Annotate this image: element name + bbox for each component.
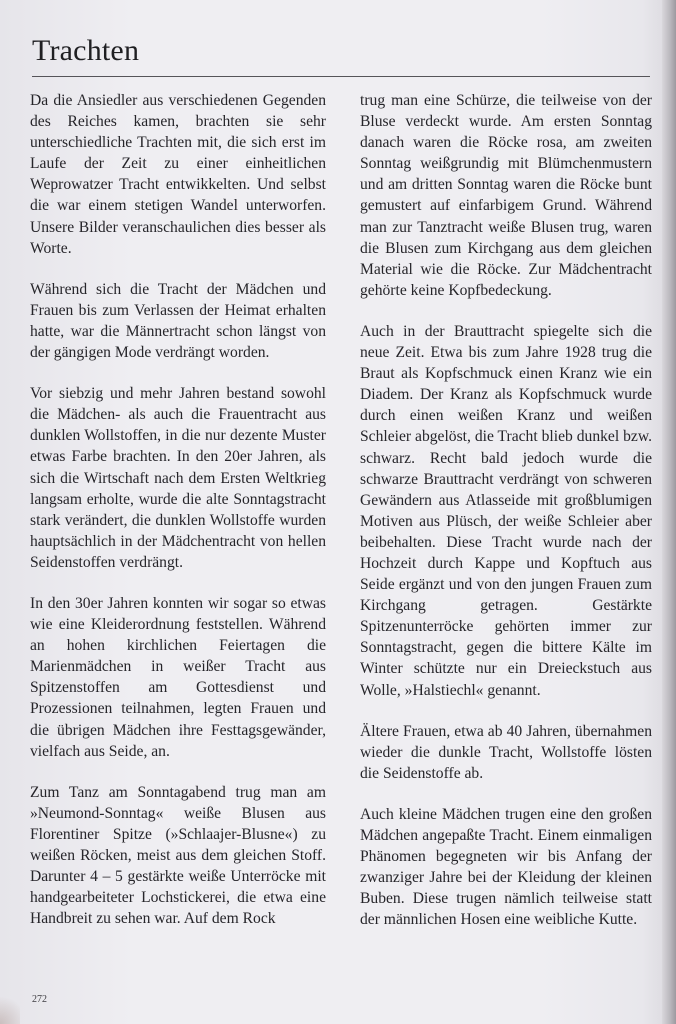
paragraph: trug man eine Schürze, die teilweise von der Bluse verdeckt wurde. Am ersten Sonntag danach waren die Röcke rosa, am zweiten Sonntag weißgrundig mit Blümchenmustern und am dritten Sonntag waren die Röcke bunt gemustert auf einfarbigem Grund. Während man zur Tanztracht weiße Blusen trug, waren die Blusen zum Kirchgang aus dem gleichen Material wie die Röcke. Zur Mädchentracht gehörte keine Kopfbedeckung. xyxy=(360,92,652,299)
paragraph: Zum Tanz am Sonntagabend trug man am »Neumond-Sonntag« weiße Blusen aus Florentiner Spitze (»Schlaajer-Blusne«) zu weißen Röcken, meist aus dem gleichen Stoff. Darunter 4 – 5 gestärkte weiße Unterröcke mit handgearbeiteter Lochstickerei, die etwa eine Handbreit zu sehen war. Auf dem Rock xyxy=(30,783,326,928)
paragraph: Ältere Frauen, etwa ab 40 Jahren, übernahmen wieder die dunkle Tracht, Wollstoffe lösten die Seidenstoffe ab. xyxy=(360,722,652,782)
page-title: Trachten xyxy=(32,34,140,67)
paragraph: Während sich die Tracht der Mädchen und Frauen bis zum Verlassen der Heimat erhalten hatte, war die Männertracht schon längst von der gängigen Mode verdrängt worden. xyxy=(30,280,326,362)
title-divider xyxy=(32,76,650,77)
paragraph: Auch kleine Mädchen trugen eine den großen Mädchen angepaßte Tracht. Einem einmaligen Phänomen begegneten wir bis Anfang der zwanziger Jahre bei der Kleidung der kleinen Buben. Diese trugen nämlich teilweise statt der männlichen Hosen eine weibliche Kutte. xyxy=(360,805,652,929)
page-corner-shadow xyxy=(0,990,20,1024)
paragraph: In den 30er Jahren konnten wir sogar so etwas wie eine Kleiderordnung feststellen. Während an hohen kirchlichen Feiertagen die Marienmädchen in weißer Tracht aus Spitzenstoffen am Gottesdienst und Prozessionen teilnahmen, legten Frauen und die übrigen Mädchen ihre Festtagsgewänder, vielfach aus Seide, an. xyxy=(30,594,326,760)
book-spine-edge xyxy=(662,0,676,1024)
paragraph: Da die Ansiedler aus verschiedenen Gegenden des Reiches kamen, brachten sie sehr unterschiedliche Trachten mit, die sich erst im Laufe der Zeit zu einer einheitlichen Weprowatzer Tracht entwikkelten. Und selbst die war einem stetigen Wandel unterworfen. Unsere Bilder veranschaulichen dies besser als Worte. xyxy=(30,92,326,257)
text-column-right xyxy=(360,90,652,950)
paragraph: Auch in der Brauttracht spiegelte sich die neue Zeit. Etwa bis zum Jahre 1928 trug die Braut als Kopfschmuck einen Kranz wie ein Diadem. Der Kranz als Kopfschmuck wurde durch einen weißen Kranz und weißen Schleier abgelöst, die Tracht blieb dunkel bzw. schwarz. Recht bald jedoch wurde die schwarze Brauttracht verdrängt von schweren Gewändern aus Atlasseide mit großblumigen Motiven aus Plüsch, der weiße Schleier aber beibehalten. Diese Tracht wurde nach der Hochzeit durch Kappe und Kopftuch aus Seide ergänzt und von den jungen Frauen zum Kirchgang getragen. Gestärkte Spitzenunterröcke gehörten immer zur Sonntagstracht, gegen die bittere Kälte im Winter schützte nur ein Dreieckstuch aus Wolle, »Halstiechl« genannt. xyxy=(360,322,652,699)
paragraph: Vor siebzig und mehr Jahren bestand sowohl die Mädchen- als auch die Frauentracht aus dunklen Wollstoffen, in die nur dezente Muster etwas Farbe brachten. In den 20er Jahren, als sich die Wirtschaft nach dem Ersten Weltkrieg langsam erholte, wurde die alte Sonntagstracht stark verändert, die dunklen Wollstoffe wurden hauptsächlich in der Mädchentracht von hellen Seidenstoffen verdrängt. xyxy=(30,385,326,571)
text-column-left xyxy=(30,90,326,949)
page-number: 272 xyxy=(32,994,47,1005)
